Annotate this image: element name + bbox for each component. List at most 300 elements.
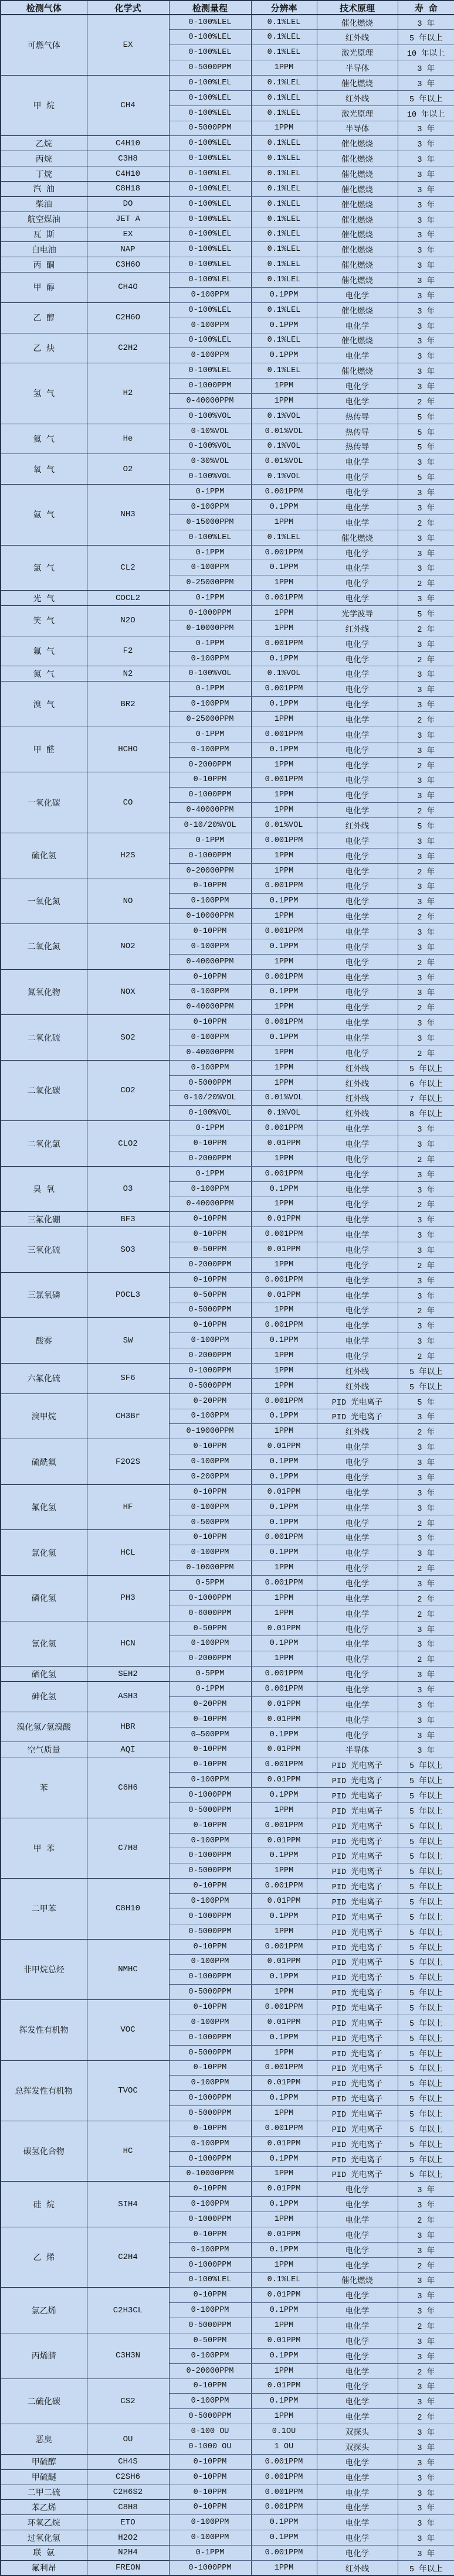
formula-cell: N2H4 <box>87 2546 169 2561</box>
resolution-cell: 1PPM <box>251 2212 317 2227</box>
gas-name-cell: 氮 气 <box>1 666 87 682</box>
range-cell: 0-100%LEL <box>169 363 251 379</box>
lifetime-cell: 5 年以上 <box>398 2015 454 2030</box>
resolution-cell: 0.1PPM <box>251 2030 317 2045</box>
resolution-cell: 0.1PPM <box>251 348 317 363</box>
lifetime-cell: 3 年 <box>398 591 454 606</box>
range-cell: 0-1000PPM <box>169 1590 251 1606</box>
principle-cell: 电化学 <box>317 1151 398 1166</box>
resolution-cell: 0.01%VOL <box>251 454 317 469</box>
lifetime-cell: 5 年以上 <box>398 2060 454 2076</box>
lifetime-cell: 5 年以上 <box>398 30 454 45</box>
resolution-cell: 0.1PPM <box>251 1030 317 1045</box>
range-cell: 0-100%LEL <box>169 257 251 272</box>
lifetime-cell: 3 年 <box>398 2348 454 2363</box>
principle-cell: 电化学 <box>317 2409 398 2424</box>
resolution-cell: 0.1PPM <box>251 1788 317 1803</box>
principle-cell: 催化燃烧 <box>317 257 398 272</box>
formula-cell: H2O2 <box>87 2530 169 2546</box>
lifetime-cell: 3 年 <box>398 151 454 166</box>
resolution-cell: 0.001PPM <box>251 1757 317 1773</box>
table-row <box>1 833 454 848</box>
lifetime-cell: 3 年 <box>398 1454 454 1470</box>
resolution-cell: 0.1%LEL <box>251 2272 317 2288</box>
range-cell: 0-40000PPM <box>169 1197 251 1212</box>
range-cell: 0-100%LEL <box>169 90 251 105</box>
resolution-cell: 0.001PPM <box>251 2000 317 2015</box>
resolution-cell: 1PPM <box>251 2318 317 2333</box>
lifetime-cell: 6 年以上 <box>398 1075 454 1091</box>
resolution-cell: 1PPM <box>251 1257 317 1272</box>
range-cell: 0-10PPM <box>169 2000 251 2015</box>
principle-cell: 电化学 <box>317 318 398 333</box>
lifetime-cell: 5 年以上 <box>398 2560 454 2575</box>
principle-cell: 电化学 <box>317 894 398 909</box>
lifetime-cell: 5 年 <box>398 1393 454 1409</box>
range-cell: 0-10PPM <box>169 2121 251 2136</box>
principle-cell: 电化学 <box>317 1045 398 1060</box>
range-cell: 0-1000PPM <box>169 606 251 621</box>
table-row <box>1 2469 454 2485</box>
principle-cell: PID 光电离子 <box>317 1924 398 1939</box>
formula-cell: C2H2 <box>87 333 169 363</box>
gas-name-cell: 白电油 <box>1 242 87 257</box>
formula-cell: N2 <box>87 666 169 682</box>
gas-name-cell: 硫酰氟 <box>1 1439 87 1485</box>
formula-cell: HCHO <box>87 727 169 772</box>
range-cell: 0-200PPM <box>169 1470 251 1485</box>
lifetime-cell: 3 年 <box>398 2379 454 2394</box>
resolution-cell: 0.01PPM <box>251 1712 317 1727</box>
range-cell: 0-10PPM <box>169 878 251 894</box>
table-row <box>1 485 454 500</box>
principle-cell: 电化学 <box>317 560 398 575</box>
table-row <box>1 1166 454 1181</box>
principle-cell: PID 光电离子 <box>317 1848 398 1863</box>
gas-name-cell: 二甲二硫 <box>1 2485 87 2500</box>
gas-name-cell: 硒化氢 <box>1 1667 87 1682</box>
principle-cell: 电化学 <box>317 1712 398 1727</box>
resolution-cell: 0.001PPM <box>251 1682 317 1697</box>
resolution-cell: 0.1%VOL <box>251 408 317 424</box>
range-cell: 0-100PPM <box>169 1181 251 1197</box>
principle-cell: 催化燃烧 <box>317 196 398 212</box>
lifetime-cell: 5 年以上 <box>398 1970 454 1985</box>
range-cell: 0-100%LEL <box>169 136 251 151</box>
range-cell: 0-1PPM <box>169 727 251 742</box>
table-row <box>1 1621 454 1636</box>
table-row <box>1 682 454 697</box>
column-header-principle: 技术原理 <box>317 1 398 15</box>
principle-cell: PID 光电离子 <box>317 1894 398 1909</box>
principle-cell: 半导体 <box>317 121 398 136</box>
range-cell: 0-10PPM <box>169 1136 251 1151</box>
resolution-cell: 1 OU <box>251 2439 317 2455</box>
gas-name-cell: 三氧化硫 <box>1 1227 87 1273</box>
table-row <box>1 1212 454 1227</box>
principle-cell: 电化学 <box>317 772 398 788</box>
resolution-cell: 0.1%LEL <box>251 196 317 212</box>
principle-cell: 电化学 <box>317 1500 398 1515</box>
range-cell: 0-2000PPM <box>169 757 251 772</box>
principle-cell: 电化学 <box>317 514 398 530</box>
principle-cell: 电化学 <box>317 2303 398 2318</box>
lifetime-cell: 3 年 <box>398 924 454 939</box>
principle-cell: 电化学 <box>317 1454 398 1470</box>
principle-cell: 电化学 <box>317 1333 398 1348</box>
resolution-cell: 0.001PPM <box>251 1576 317 1591</box>
formula-cell: C7H8 <box>87 1818 169 1878</box>
principle-cell: 光学波导 <box>317 606 398 621</box>
principle-cell: 电化学 <box>317 2182 398 2197</box>
gas-name-cell: 三氟化硼 <box>1 1212 87 1227</box>
principle-cell: PID 光电离子 <box>317 1970 398 1985</box>
lifetime-cell: 2 年 <box>398 1000 454 1015</box>
principle-cell: 电化学 <box>317 2379 398 2394</box>
range-cell: 0-100PPM <box>169 1500 251 1515</box>
principle-cell: 催化燃烧 <box>317 530 398 545</box>
formula-cell: CL2 <box>87 545 169 591</box>
lifetime-cell: 3 年 <box>398 1470 454 1485</box>
lifetime-cell: 5 年以上 <box>398 2091 454 2106</box>
lifetime-cell: 3 年 <box>398 984 454 1000</box>
resolution-cell: 0.1%LEL <box>251 530 317 545</box>
lifetime-cell: 5 年以上 <box>398 1788 454 1803</box>
principle-cell: 电化学 <box>317 2485 398 2500</box>
range-cell: 0-10000PPM <box>169 621 251 636</box>
lifetime-cell: 3 年 <box>398 1742 454 1757</box>
lifetime-cell: 3 年 <box>398 560 454 575</box>
range-cell: 0-1PPM <box>169 636 251 651</box>
range-cell: 0-100PPM <box>169 2303 251 2318</box>
range-cell: 0-50PPM <box>169 1621 251 1636</box>
lifetime-cell: 3 年 <box>398 1212 454 1227</box>
resolution-cell: 0.1%LEL <box>251 30 317 45</box>
resolution-cell: 0.001PPM <box>251 682 317 697</box>
resolution-cell: 0.01PPM <box>251 2076 317 2091</box>
formula-cell: ETO <box>87 2515 169 2530</box>
resolution-cell: 0.1PPM <box>251 1970 317 1985</box>
lifetime-cell: 3 年 <box>398 1015 454 1030</box>
principle-cell: 电化学 <box>317 1272 398 1287</box>
principle-cell: 电化学 <box>317 1545 398 1560</box>
principle-cell: PID 光电离子 <box>317 2000 398 2015</box>
range-cell: 0-100%VOL <box>169 408 251 424</box>
principle-cell: 双探头 <box>317 2439 398 2455</box>
range-cell: 0-1PPM <box>169 1166 251 1181</box>
range-cell: 0-1000 OU <box>169 2439 251 2455</box>
resolution-cell: 0.001PPM <box>251 1667 317 1682</box>
gas-name-cell: 二氧化氮 <box>1 924 87 970</box>
resolution-cell: 1PPM <box>251 121 317 136</box>
lifetime-cell: 3 年 <box>398 2394 454 2409</box>
resolution-cell: 0.001PPM <box>251 1393 317 1409</box>
formula-cell: SEH2 <box>87 1667 169 1682</box>
resolution-cell: 0.1PPM <box>251 2394 317 2409</box>
resolution-cell: 0.001PPM <box>251 2500 317 2515</box>
lifetime-cell: 3 年 <box>398 2333 454 2348</box>
range-cell: 0-100PPM <box>169 1894 251 1909</box>
lifetime-cell: 3 年 <box>398 1409 454 1424</box>
resolution-cell: 0.1PPM <box>251 2242 317 2257</box>
resolution-cell: 0.1PPM <box>251 2530 317 2546</box>
resolution-cell: 0.1PPM <box>251 984 317 1000</box>
principle-cell: 红外线 <box>317 818 398 833</box>
resolution-cell: 0.01PPM <box>251 2227 317 2242</box>
gas-name-cell: 氨 气 <box>1 485 87 545</box>
resolution-cell: 0.01PPM <box>251 2379 317 2394</box>
lifetime-cell: 5 年以上 <box>398 2076 454 2091</box>
principle-cell: 催化燃烧 <box>317 2272 398 2288</box>
principle-cell: 催化燃烧 <box>317 363 398 379</box>
gas-name-cell: 六氟化硫 <box>1 1363 87 1393</box>
range-cell: 0-2000PPM <box>169 1257 251 1272</box>
range-cell: 0-1PPM <box>169 1121 251 1136</box>
resolution-cell: 0.1PPM <box>251 1454 317 1470</box>
range-cell: 0-100PPM <box>169 1636 251 1651</box>
principle-cell: PID 光电离子 <box>317 2076 398 2091</box>
resolution-cell: 0.001PPM <box>251 2060 317 2076</box>
range-cell: 0-1000PPM <box>169 788 251 803</box>
lifetime-cell: 3 年 <box>398 379 454 394</box>
principle-cell: 电化学 <box>317 1030 398 1045</box>
lifetime-cell: 3 年 <box>398 2500 454 2515</box>
range-cell: 0-1PPM <box>169 545 251 560</box>
principle-cell: 电化学 <box>317 984 398 1000</box>
resolution-cell: 0.01PPM <box>251 1439 317 1454</box>
lifetime-cell: 3 年 <box>398 2242 454 2257</box>
principle-cell: PID 光电离子 <box>317 1939 398 1954</box>
gas-name-cell: 氯化氢 <box>1 1530 87 1576</box>
principle-cell: 电化学 <box>317 878 398 894</box>
formula-cell: C3H8 <box>87 151 169 166</box>
lifetime-cell: 3 年 <box>398 1530 454 1545</box>
lifetime-cell: 3 年 <box>398 2485 454 2500</box>
resolution-cell: 0.1%LEL <box>251 181 317 196</box>
lifetime-cell: 5 年以上 <box>398 1894 454 1909</box>
resolution-cell: 0.01%VOL <box>251 818 317 833</box>
lifetime-cell: 3 年 <box>398 682 454 697</box>
lifetime-cell: 3 年 <box>398 1682 454 1697</box>
gas-name-cell: 恶臭 <box>1 2424 87 2455</box>
resolution-cell: 0.001PPM <box>251 924 317 939</box>
range-cell: 0-10PPM <box>169 1212 251 1227</box>
range-cell: 0-100%VOL <box>169 439 251 454</box>
principle-cell: 电化学 <box>317 1484 398 1500</box>
range-cell: 0-20PPM <box>169 1393 251 1409</box>
lifetime-cell: 3 年 <box>398 1576 454 1591</box>
formula-cell: FREON <box>87 2560 169 2575</box>
resolution-cell: 0.1PPM <box>251 2197 317 2212</box>
gas-name-cell: 丙烷 <box>1 151 87 166</box>
resolution-cell: 0.1PPM <box>251 1470 317 1485</box>
table-row <box>1 363 454 379</box>
resolution-cell: 0.001PPM <box>251 1879 317 1894</box>
table-row <box>1 2454 454 2469</box>
principle-cell: PID 光电离子 <box>317 2091 398 2106</box>
resolution-cell: 0.1%LEL <box>251 15 317 30</box>
formula-cell: HC <box>87 2121 169 2181</box>
formula-cell: C2H3CL <box>87 2288 169 2333</box>
principle-cell: 电化学 <box>317 1727 398 1742</box>
resolution-cell: 0.1PPM <box>251 2303 317 2318</box>
principle-cell: 电化学 <box>317 1121 398 1136</box>
principle-cell: 电化学 <box>317 712 398 727</box>
resolution-cell: 1PPM <box>251 757 317 772</box>
range-cell: 0-100%LEL <box>169 105 251 121</box>
gas-name-cell: 一氧化氮 <box>1 878 87 924</box>
lifetime-cell: 3 年 <box>398 75 454 90</box>
gas-name-cell: 臭 氧 <box>1 1166 87 1212</box>
range-cell: 0-10PPM <box>169 2060 251 2076</box>
lifetime-cell: 3 年 <box>398 136 454 151</box>
resolution-cell: 1PPM <box>251 803 317 818</box>
range-cell: 0-100%VOL <box>169 469 251 485</box>
principle-cell: 电化学 <box>317 788 398 803</box>
lifetime-cell: 3 年 <box>398 302 454 318</box>
resolution-cell: 1PPM <box>251 1197 317 1212</box>
resolution-cell: 0.1PPM <box>251 2091 317 2106</box>
column-header-formula: 化学式 <box>87 1 169 15</box>
lifetime-cell: 3 年 <box>398 257 454 272</box>
resolution-cell: 0.001PPM <box>251 545 317 560</box>
lifetime-cell: 2 年 <box>398 1651 454 1667</box>
range-cell: 0-1000PPM <box>169 1788 251 1803</box>
range-cell: 0-5000PPM <box>169 1378 251 1393</box>
lifetime-cell: 5 年以上 <box>398 2166 454 2182</box>
resolution-cell: 0.01PPM <box>251 1773 317 1788</box>
resolution-cell: 1PPM <box>251 1802 317 1818</box>
principle-cell: 电化学 <box>317 924 398 939</box>
lifetime-cell: 3 年 <box>398 318 454 333</box>
principle-cell: 电化学 <box>317 682 398 697</box>
column-header-lifetime: 寿 命 <box>398 1 454 15</box>
range-cell: 0-40000PPM <box>169 1000 251 1015</box>
lifetime-cell: 2 年 <box>398 757 454 772</box>
range-cell: 0-100PPM <box>169 1060 251 1075</box>
lifetime-cell: 3 年 <box>398 1272 454 1287</box>
resolution-cell: 0.1%LEL <box>251 272 317 288</box>
resolution-cell: 0.01PPM <box>251 1212 317 1227</box>
resolution-cell: 0.001PPM <box>251 833 317 848</box>
range-cell: 0-100PPM <box>169 560 251 575</box>
formula-cell: DO <box>87 196 169 212</box>
lifetime-cell: 5 年以上 <box>398 1833 454 1848</box>
principle-cell: 电化学 <box>317 2348 398 2363</box>
range-cell: 0-20PPM <box>169 1696 251 1712</box>
range-cell: 0-100PPM <box>169 287 251 302</box>
principle-cell: 电化学 <box>317 651 398 666</box>
resolution-cell: 1PPM <box>251 1378 317 1393</box>
principle-cell: PID 光电离子 <box>317 2015 398 2030</box>
gas-name-cell: 笑 气 <box>1 606 87 636</box>
resolution-cell: 0.001PPM <box>251 2454 317 2469</box>
resolution-cell: 0.01PPM <box>251 1287 317 1303</box>
range-cell: 0-10PPM <box>169 2182 251 2197</box>
gas-name-cell: 丁烷 <box>1 166 87 182</box>
principle-cell: 电化学 <box>317 1015 398 1030</box>
principle-cell: 催化燃烧 <box>317 75 398 90</box>
lifetime-cell: 3 年 <box>398 2439 454 2455</box>
formula-cell: PH3 <box>87 1576 169 1621</box>
gas-name-cell: 二氧化硫 <box>1 1015 87 1061</box>
range-cell: 0-1PPM <box>169 682 251 697</box>
lifetime-cell: 3 年 <box>398 1636 454 1651</box>
principle-cell: 电化学 <box>317 1667 398 1682</box>
lifetime-cell: 3 年 <box>398 181 454 196</box>
lifetime-cell: 2 年 <box>398 2363 454 2379</box>
table-row <box>1 878 454 894</box>
table-row <box>1 2182 454 2197</box>
resolution-cell: 1PPM <box>251 2045 317 2060</box>
principle-cell: 电化学 <box>317 1287 398 1303</box>
range-cell: 0-100PPM <box>169 651 251 666</box>
lifetime-cell: 5 年以上 <box>398 2121 454 2136</box>
lifetime-cell: 3 年 <box>398 1242 454 1258</box>
lifetime-cell: 5 年以上 <box>398 1378 454 1393</box>
lifetime-cell: 2 年 <box>398 803 454 818</box>
lifetime-cell: 3 年 <box>398 2197 454 2212</box>
lifetime-cell: 3 年 <box>398 15 454 30</box>
resolution-cell: 0.1PPM <box>251 1333 317 1348</box>
table-row <box>1 2288 454 2303</box>
resolution-cell: 0.1PPM <box>251 500 317 515</box>
table-row <box>1 1530 454 1545</box>
range-cell: 0-10/20%VOL <box>169 818 251 833</box>
table-row <box>1 1272 454 1287</box>
resolution-cell: 1PPM <box>251 2560 317 2575</box>
table-row <box>1 606 454 621</box>
lifetime-cell: 5 年以上 <box>398 1954 454 1970</box>
range-cell: 0-10PPM <box>169 2227 251 2242</box>
resolution-cell: 1PPM <box>251 1863 317 1879</box>
resolution-cell: 1PPM <box>251 2409 317 2424</box>
resolution-cell: 0.001PPM <box>251 2121 317 2136</box>
lifetime-cell: 2 年 <box>398 514 454 530</box>
header-row <box>1 1 454 15</box>
gas-name-cell: 甲 醛 <box>1 727 87 772</box>
lifetime-cell: 5 年以上 <box>398 1818 454 1833</box>
lifetime-cell: 5 年以上 <box>398 1879 454 1894</box>
lifetime-cell: 5 年以上 <box>398 1363 454 1378</box>
gas-name-cell: 苯 <box>1 1757 87 1818</box>
principle-cell: 电化学 <box>317 727 398 742</box>
principle-cell: 电化学 <box>317 2530 398 2546</box>
range-cell: 0-5PPM <box>169 1576 251 1591</box>
principle-cell: 电化学 <box>317 909 398 924</box>
resolution-cell: 1PPM <box>251 575 317 591</box>
resolution-cell: 0.1%VOL <box>251 666 317 682</box>
principle-cell: 电化学 <box>317 1197 398 1212</box>
resolution-cell: 0.001PPM <box>251 1272 317 1287</box>
lifetime-cell: 5 年以上 <box>398 90 454 105</box>
lifetime-cell: 2 年 <box>398 1151 454 1166</box>
column-header-gas: 检测气体 <box>1 1 87 15</box>
principle-cell: PID 光电离子 <box>317 1879 398 1894</box>
range-cell: 0-100PPM <box>169 1030 251 1045</box>
range-cell: 0-1PPM <box>169 2546 251 2561</box>
principle-cell: 电化学 <box>317 1318 398 1333</box>
formula-cell: CO <box>87 772 169 833</box>
principle-cell: 催化燃烧 <box>317 333 398 348</box>
lifetime-cell: 3 年 <box>398 2272 454 2288</box>
formula-cell: H2 <box>87 363 169 424</box>
resolution-cell: 0.1%LEL <box>251 105 317 121</box>
range-cell: 0-10PPM <box>169 772 251 788</box>
lifetime-cell: 3 年 <box>398 772 454 788</box>
resolution-cell: 0.001PPM <box>251 1166 317 1181</box>
principle-cell: PID 光电离子 <box>317 1909 398 1924</box>
